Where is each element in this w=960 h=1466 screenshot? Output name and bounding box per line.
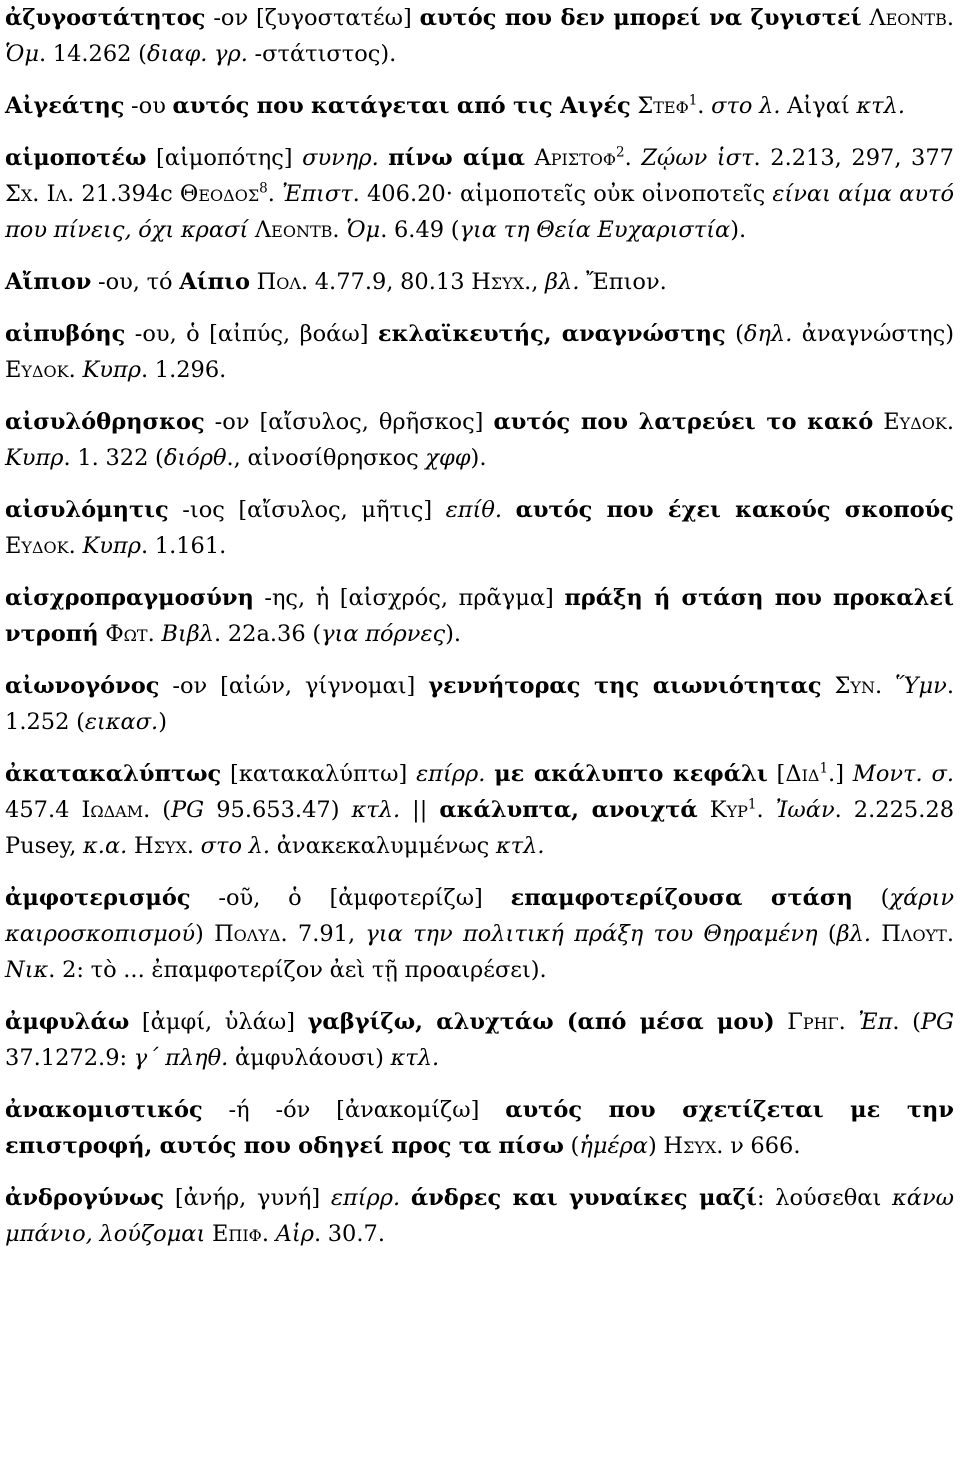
entry-italic-text: κάνω μπάνιο, λούζομαι <box>5 1185 955 1247</box>
entry-italic-text: χάριν καιροσκοπισμού <box>5 885 954 947</box>
source-abbreviation: Κυρ <box>709 797 748 823</box>
entry-italic-text: στο λ. <box>200 833 271 859</box>
source-abbreviation: Ευδοκ <box>883 409 947 435</box>
entry-headword: ἀνδρογύνως <box>5 1185 165 1211</box>
entry-definition: αυτός που κατάγεται από τις Αιγές <box>172 93 631 119</box>
entry-text: -ον [αἰών, γίγνομαι] <box>159 673 429 699</box>
entry-definition: Αίπιο <box>179 269 250 295</box>
entry-text: . <box>68 533 83 559</box>
entry-definition: αυτός που σχετίζεται με την επιστροφή, αυτός που οδηγεί προς τα πίσω <box>5 1097 954 1159</box>
entry-definition: επαμφοτερίζουσα στάση <box>510 885 853 911</box>
entry-text: ( <box>563 1133 580 1159</box>
superscript-index: 1 <box>747 796 757 813</box>
entry-text: . 14.262 ( <box>38 41 147 67</box>
entry-definition: αυτός που έχει κακούς σκοπούς <box>515 497 954 523</box>
source-abbreviation: Ησυχ <box>133 833 187 859</box>
entry-headword: αἰσυλόθρησκος <box>5 409 205 435</box>
source-abbreviation: Ησυχ <box>663 1133 717 1159</box>
entry-text <box>205 1221 212 1247</box>
dictionary-entry <box>5 756 954 864</box>
entry-text: . <box>946 921 954 947</box>
entry-italic-text: διόρθ <box>163 445 227 471</box>
entry-italic-text: δηλ. <box>743 321 793 347</box>
entry-text: . 1.296. <box>140 357 227 383</box>
entry-italic-text: Ὁμ <box>5 41 39 67</box>
entry-italic-text: PG <box>920 1009 954 1035</box>
entry-text: . <box>261 1221 276 1247</box>
entry-text: . ( <box>143 797 172 823</box>
entry-text: . <box>756 797 776 823</box>
entry-text <box>775 1009 788 1035</box>
entry-text <box>127 833 134 859</box>
entry-definition: ακάλυπτα, ανοιχτά <box>439 797 698 823</box>
dictionary-entry <box>5 264 954 300</box>
entry-headword: αἱμοποτέω <box>5 145 147 171</box>
entry-text: . 2.225.28 Pusey, <box>5 797 955 859</box>
entry-text: -ιος [αἴσυλος, μῆτις] <box>168 497 446 523</box>
entry-italic-text: ἡμέρα <box>579 1133 648 1159</box>
entry-text: Αἰγαί <box>780 93 857 119</box>
entry-text <box>502 497 516 523</box>
entry-text: -ης, ἡ [αἰσχρός, πρᾶγμα] <box>253 585 565 611</box>
entry-text: -ή -όν [ἀνακομίζω] <box>202 1097 506 1123</box>
entry-italic-text: επίρρ. <box>330 1185 401 1211</box>
entry-text: . 4.77.9, 80.13 <box>300 269 472 295</box>
entry-italic-text: Ζῴων ἱστ <box>641 145 754 171</box>
entry-definition: εκλαϊκευτής, αναγνώστης <box>377 321 726 347</box>
entry-text: ) <box>158 709 167 735</box>
entry-headword: αἰπυβόης <box>5 321 126 347</box>
superscript-index: 2 <box>616 144 625 161</box>
entry-headword: αἰσχροπραγμοσύνη <box>5 585 254 611</box>
entry-text: -ον [ζυγοστατέω] <box>205 5 420 31</box>
entry-definition: άνδρες και γυναίκες μαζί <box>410 1185 757 1211</box>
entry-text: . <box>332 217 347 243</box>
entry-italic-text: Ὕμν <box>895 673 947 699</box>
entry-text: . 21.394c <box>67 181 180 207</box>
superscript-index: 8 <box>259 180 268 197</box>
entry-text: . ν 666. <box>716 1133 801 1159</box>
entry-italic-text: είναι αίμα αυτό που πίνεις, όχι κρασί <box>5 181 954 243</box>
entry-headword: ἀμφυλάω <box>5 1009 130 1035</box>
source-abbreviation: Επιφ <box>211 1221 262 1247</box>
entry-text: .] <box>828 761 853 787</box>
entry-text: [ <box>767 761 786 787</box>
entry-text: ἀμφυλάουσι) <box>228 1045 391 1071</box>
entry-italic-text: Κυπρ <box>5 445 64 471</box>
entry-italic-text: βλ. <box>836 921 872 947</box>
entry-text: . 22a.36 ( <box>214 621 322 647</box>
entry-text: . 2.213, 297, 377 <box>753 145 954 171</box>
entry-text: ). <box>470 445 487 471</box>
entry-italic-text: διαφ. γρ. <box>146 41 248 67</box>
entry-text: . <box>838 1009 859 1035</box>
entry-italic-text: κτλ. <box>390 1045 440 1071</box>
entry-text: -ου, ὁ [αἰπύς, βοάω] <box>125 321 378 347</box>
dictionary-entry <box>5 880 954 988</box>
entry-text: . 1. 322 ( <box>63 445 164 471</box>
entry-text <box>400 1185 411 1211</box>
entry-text: ). <box>445 621 462 647</box>
entry-definition: πράξη ή στάση που προκαλεί ντροπή <box>5 585 954 647</box>
entry-text: [κατακαλύπτω] <box>221 761 417 787</box>
entry-italic-text: Ὁμ <box>346 217 381 243</box>
entry-text <box>248 217 255 243</box>
entry-text: [ἀνήρ, γυνή] <box>164 1185 331 1211</box>
entry-text: -ον [αἴσυλος, θρῆσκος] <box>204 409 494 435</box>
source-abbreviation: Αριστοφ <box>534 145 617 171</box>
entry-headword: αἰωνογόνος <box>5 673 160 699</box>
dictionary-entry <box>5 404 954 476</box>
entry-italic-text: Νικ <box>5 957 49 983</box>
entry-headword: ἀκατακαλύπτως <box>5 761 222 787</box>
entry-italic-text: για πόρνες <box>321 621 446 647</box>
source-abbreviation: Συν <box>834 673 875 699</box>
entry-text: ., αἰνοσίθρησκος <box>226 445 426 471</box>
entry-text: . <box>874 673 896 699</box>
source-abbreviation: Διδ <box>785 761 820 787</box>
source-abbreviation: Στεφ <box>637 93 689 119</box>
entry-italic-text: βλ. <box>545 269 580 295</box>
entry-italic-text: κ.α. <box>83 833 128 859</box>
entry-text <box>698 797 710 823</box>
entry-definition: αυτός που δεν μπορεί να ζυγιστεί <box>419 5 862 31</box>
entry-text: . 1.252 ( <box>5 673 954 735</box>
entry-text: . <box>186 833 201 859</box>
source-abbreviation: Λεοντβ <box>869 5 947 31</box>
entry-text: ). <box>730 217 747 243</box>
entry-text: 457.4 <box>5 797 82 823</box>
entry-headword: ἀνακομιστικός <box>5 1097 203 1123</box>
entry-italic-text: Βιβλ <box>161 621 215 647</box>
entry-definition: πίνω αίμα <box>388 145 525 171</box>
source-abbreviation: Φωτ <box>105 621 148 647</box>
entry-text: Ἔπιον. <box>579 269 667 295</box>
entry-italic-text: Μοντ. σ. <box>852 761 954 787</box>
entry-italic-text: επίρρ. <box>416 761 486 787</box>
entry-italic-text: Ἐπ <box>858 1009 893 1035</box>
entry-text: . 406.20· αἱμοποτεῖς οὐκ οἰνοποτεῖς <box>352 181 773 207</box>
entry-text: ) <box>647 1133 664 1159</box>
entry-italic-text: στο λ. <box>711 93 781 119</box>
entry-text: . <box>624 145 642 171</box>
entry-text: ( <box>817 921 837 947</box>
entry-text: : λούσεθαι <box>756 1185 893 1211</box>
entry-italic-text: Ἰωάν <box>775 797 835 823</box>
source-abbreviation: Πλουτ <box>881 921 947 947</box>
entry-text: . ( <box>892 1009 921 1035</box>
entry-text: 37.1272.9: <box>5 1045 134 1071</box>
entry-definition: γεννήτορας της αιωνιότητας <box>428 673 822 699</box>
entry-italic-text: χφφ <box>425 445 471 471</box>
entry-text: -στάτιστος). <box>247 41 397 67</box>
entry-italic-text: Ἐπιστ <box>282 181 353 207</box>
source-abbreviation: Πολυδ <box>214 921 281 947</box>
source-abbreviation: Ιωδαμ <box>81 797 144 823</box>
entry-text <box>379 145 389 171</box>
entry-text: . <box>68 357 83 383</box>
entry-text <box>250 269 257 295</box>
entry-headword: αἰσυλόμητις <box>5 497 169 523</box>
entry-italic-text: Αἱρ <box>275 1221 314 1247</box>
entry-italic-text: γ΄ πληθ. <box>133 1045 229 1071</box>
entry-text: . <box>697 93 712 119</box>
entry-headword: ἀζυγοστάτητος <box>5 5 206 31</box>
entry-text <box>485 761 494 787</box>
source-abbreviation: Ευδοκ <box>5 533 69 559</box>
entry-text: . 1.161. <box>140 533 227 559</box>
entry-italic-text: συνηρ. <box>302 145 379 171</box>
entry-text: || <box>400 797 440 823</box>
dictionary-entry <box>5 1004 954 1076</box>
entry-italic-text: επίθ. <box>445 497 503 523</box>
dictionary-entry <box>5 1180 954 1252</box>
dictionary-entry <box>5 1092 954 1164</box>
entry-text: ) <box>195 921 215 947</box>
source-abbreviation: Πολ <box>256 269 301 295</box>
entry-text: . <box>946 5 955 31</box>
entry-italic-text: κτλ. <box>856 93 905 119</box>
entry-text: . <box>147 621 162 647</box>
entry-text: . 30.7. <box>313 1221 385 1247</box>
entry-definition: αυτός που λατρεύει το κακό <box>493 409 874 435</box>
entry-italic-text: Κυπρ <box>82 533 141 559</box>
entry-text: [ἀμφί, ὑλάω] <box>129 1009 308 1035</box>
entry-italic-text: Κυπρ <box>82 357 141 383</box>
entry-italic-text: κτλ. <box>495 833 545 859</box>
dictionary-entry <box>5 492 954 564</box>
superscript-index: 1 <box>819 760 829 777</box>
entry-text: . 7.91, <box>280 921 366 947</box>
entry-text: -ου <box>124 93 173 119</box>
entry-text: [αἱμοπότης] <box>146 145 303 171</box>
source-abbreviation: Ευδοκ <box>5 357 69 383</box>
entry-text: . <box>267 181 283 207</box>
entry-italic-text: για την πολιτική πράξη του Θηραμένη <box>365 921 818 947</box>
dictionary-entry <box>5 0 954 72</box>
source-abbreviation: Λεοντβ <box>254 217 333 243</box>
entry-text: ., <box>524 269 546 295</box>
entry-text: ( <box>852 885 890 911</box>
entry-text: -οῦ, ὁ [ἀμφοτερίζω] <box>190 885 511 911</box>
dictionary-entry <box>5 88 954 124</box>
entry-headword: Αἰγεάτης <box>5 93 125 119</box>
entry-text: . 2: τὸ ... ἐπαμφοτερίζον ἀεὶ τῇ προαιρέσει). <box>48 957 547 983</box>
entry-text: . <box>946 409 955 435</box>
entry-text: ( <box>725 321 744 347</box>
entry-text: ἀνακεκαλυμμένως <box>270 833 496 859</box>
entry-text: ἀναγνώστης) <box>792 321 955 347</box>
source-abbreviation: Γρηγ <box>787 1009 839 1035</box>
dictionary-entry <box>5 668 954 740</box>
source-abbreviation: Σχ. Ιλ <box>5 181 68 207</box>
entry-italic-text: για τη Θεία Ευχαριστία <box>459 217 731 243</box>
entry-text <box>873 409 883 435</box>
entry-text: 95.653.47) <box>204 797 352 823</box>
source-abbreviation: Θεοδοσ <box>179 181 260 207</box>
superscript-index: 1 <box>688 92 698 109</box>
entry-text <box>871 921 881 947</box>
entry-definition: με ακάλυπτο κεφάλι <box>494 761 768 787</box>
entry-italic-text: PG <box>171 797 205 823</box>
entry-italic-text: κτλ. <box>351 797 401 823</box>
source-abbreviation: Ησυχ <box>471 269 525 295</box>
entry-headword: Αἴπιον <box>5 269 92 295</box>
entry-text: . 6.49 ( <box>380 217 460 243</box>
entry-definition: γαβγίζω, αλυχτάω (από μέσα μου) <box>307 1009 775 1035</box>
entry-text: -ου, τό <box>91 269 180 295</box>
entry-italic-text: εικασ. <box>84 709 159 735</box>
entry-headword: ἀμφοτερισμός <box>5 885 191 911</box>
dictionary-entry <box>5 580 954 652</box>
dictionary-entry <box>5 316 954 388</box>
dictionary-entry <box>5 140 954 248</box>
entry-text <box>822 673 835 699</box>
